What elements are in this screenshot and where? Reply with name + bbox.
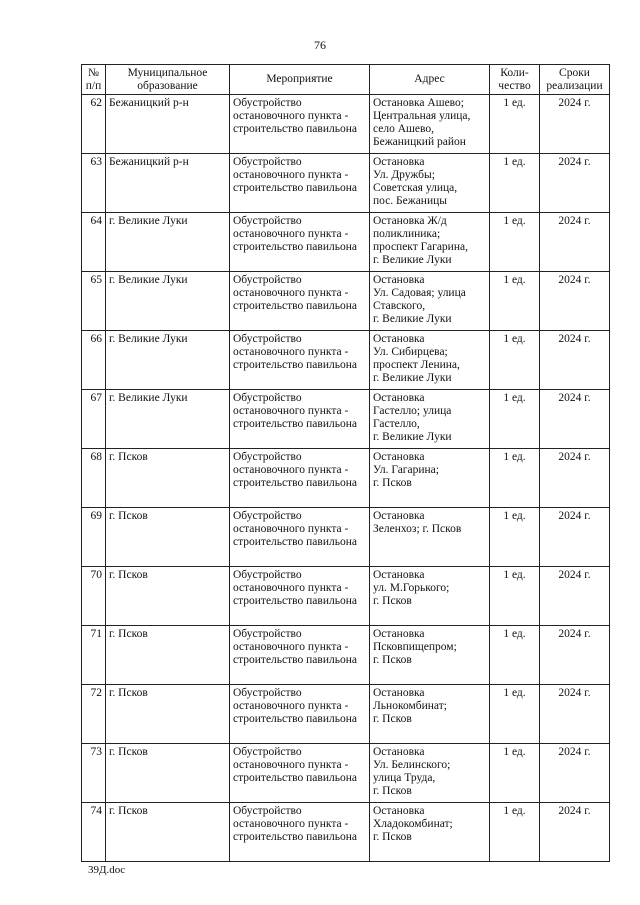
cell-period: 2024 г. [540,213,610,272]
cell-quantity: 1 ед. [490,449,540,508]
table-row [82,331,610,390]
cell-period: 2024 г. [540,744,610,803]
cell-period: 2024 г. [540,331,610,390]
cell-municipality: г. Псков [106,744,230,803]
table-row [82,508,610,567]
table-row [82,449,610,508]
header-num: № п/п [82,65,106,95]
cell-period: 2024 г. [540,95,610,154]
cell-quantity: 1 ед. [490,626,540,685]
cell-period: 2024 г. [540,390,610,449]
cell-period: 2024 г. [540,803,610,862]
cell-num: 68 [82,449,106,508]
table-row [82,626,610,685]
cell-event: Обустройство остановочного пункта - строительство павильона [230,626,370,685]
cell-num: 66 [82,331,106,390]
cell-address: Остановка Ул. Гагарина; г. Псков [370,449,490,508]
table-row [82,95,610,154]
cell-address: Остановка ул. М.Горького; г. Псков [370,567,490,626]
table-row [82,272,610,331]
cell-num: 67 [82,390,106,449]
cell-event: Обустройство остановочного пункта - строительство павильона [230,390,370,449]
cell-address: Остановка Ул. Белинского; улица Труда, г. Псков [370,744,490,803]
cell-period: 2024 г. [540,154,610,213]
cell-event: Обустройство остановочного пункта - строительство павильона [230,331,370,390]
cell-num: 65 [82,272,106,331]
cell-event: Обустройство остановочного пункта - строительство павильона [230,272,370,331]
table-header-row [82,65,610,95]
cell-event: Обустройство остановочного пункта - строительство павильона [230,154,370,213]
cell-address: Остановка Ул. Дружбы; Советская улица, пос. Бежаницы [370,154,490,213]
cell-municipality: г. Псков [106,626,230,685]
cell-quantity: 1 ед. [490,685,540,744]
table-row [82,567,610,626]
page-number: 76 [314,38,326,52]
cell-quantity: 1 ед. [490,567,540,626]
cell-event: Обустройство остановочного пункта - строительство павильона [230,685,370,744]
cell-municipality: г. Псков [106,803,230,862]
cell-period: 2024 г. [540,626,610,685]
cell-period: 2024 г. [540,685,610,744]
cell-address: Остановка Псковпищепром; г. Псков [370,626,490,685]
cell-num: 63 [82,154,106,213]
header-event: Мероприятие [230,65,370,95]
cell-address: Остановка Зеленхоз; г. Псков [370,508,490,567]
cell-num: 74 [82,803,106,862]
cell-event: Обустройство остановочного пункта - строительство павильона [230,95,370,154]
cell-quantity: 1 ед. [490,390,540,449]
cell-address: Остановка Хладокомбинат; г. Псков [370,803,490,862]
cell-address: Остановка Ашево; Центральная улица, село Ашево, Бежаницкий район [370,95,490,154]
cell-address: Остановка Ул. Сибирцева; проспект Ленина, г. Великие Луки [370,331,490,390]
cell-municipality: Бежаницкий р-н [106,95,230,154]
file-name-footer: 39Д.doc [88,864,126,876]
header-period: Сроки реализации [540,65,610,95]
cell-address: Остановка Ул. Садовая; улица Ставского, г. Великие Луки [370,272,490,331]
cell-num: 69 [82,508,106,567]
header-quantity: Коли- чество [490,65,540,95]
cell-event: Обустройство остановочного пункта - строительство павильона [230,213,370,272]
cell-municipality: г. Великие Луки [106,331,230,390]
cell-address: Остановка Гастелло; улица Гастелло, г. Великие Луки [370,390,490,449]
cell-municipality: Бежаницкий р-н [106,154,230,213]
cell-event: Обустройство остановочного пункта - строительство павильона [230,449,370,508]
cell-num: 72 [82,685,106,744]
table-row [82,213,610,272]
cell-period: 2024 г. [540,508,610,567]
cell-event: Обустройство остановочного пункта - строительство павильона [230,567,370,626]
cell-quantity: 1 ед. [490,154,540,213]
cell-quantity: 1 ед. [490,213,540,272]
cell-num: 73 [82,744,106,803]
cell-num: 71 [82,626,106,685]
cell-municipality: г. Псков [106,508,230,567]
measures-table [81,64,610,862]
cell-quantity: 1 ед. [490,331,540,390]
cell-quantity: 1 ед. [490,803,540,862]
cell-event: Обустройство остановочного пункта - строительство павильона [230,508,370,567]
cell-quantity: 1 ед. [490,744,540,803]
cell-period: 2024 г. [540,567,610,626]
cell-num: 62 [82,95,106,154]
table-row [82,154,610,213]
cell-quantity: 1 ед. [490,95,540,154]
cell-municipality: г. Псков [106,567,230,626]
cell-municipality: г. Великие Луки [106,390,230,449]
cell-address: Остановка Ж/д поликлиника; проспект Гагарина, г. Великие Луки [370,213,490,272]
cell-event: Обустройство остановочного пункта - строительство павильона [230,744,370,803]
header-address: Адрес [370,65,490,95]
cell-num: 70 [82,567,106,626]
cell-municipality: г. Великие Луки [106,213,230,272]
cell-quantity: 1 ед. [490,508,540,567]
cell-period: 2024 г. [540,449,610,508]
table-row [82,390,610,449]
cell-municipality: г. Псков [106,449,230,508]
cell-address: Остановка Льнокомбинат; г. Псков [370,685,490,744]
cell-num: 64 [82,213,106,272]
cell-municipality: г. Псков [106,685,230,744]
cell-event: Обустройство остановочного пункта - строительство павильона [230,803,370,862]
cell-period: 2024 г. [540,272,610,331]
table-row [82,685,610,744]
cell-municipality: г. Великие Луки [106,272,230,331]
table-row [82,744,610,803]
cell-quantity: 1 ед. [490,272,540,331]
header-municipality: Муниципальное образование [106,65,230,95]
table-row [82,803,610,862]
